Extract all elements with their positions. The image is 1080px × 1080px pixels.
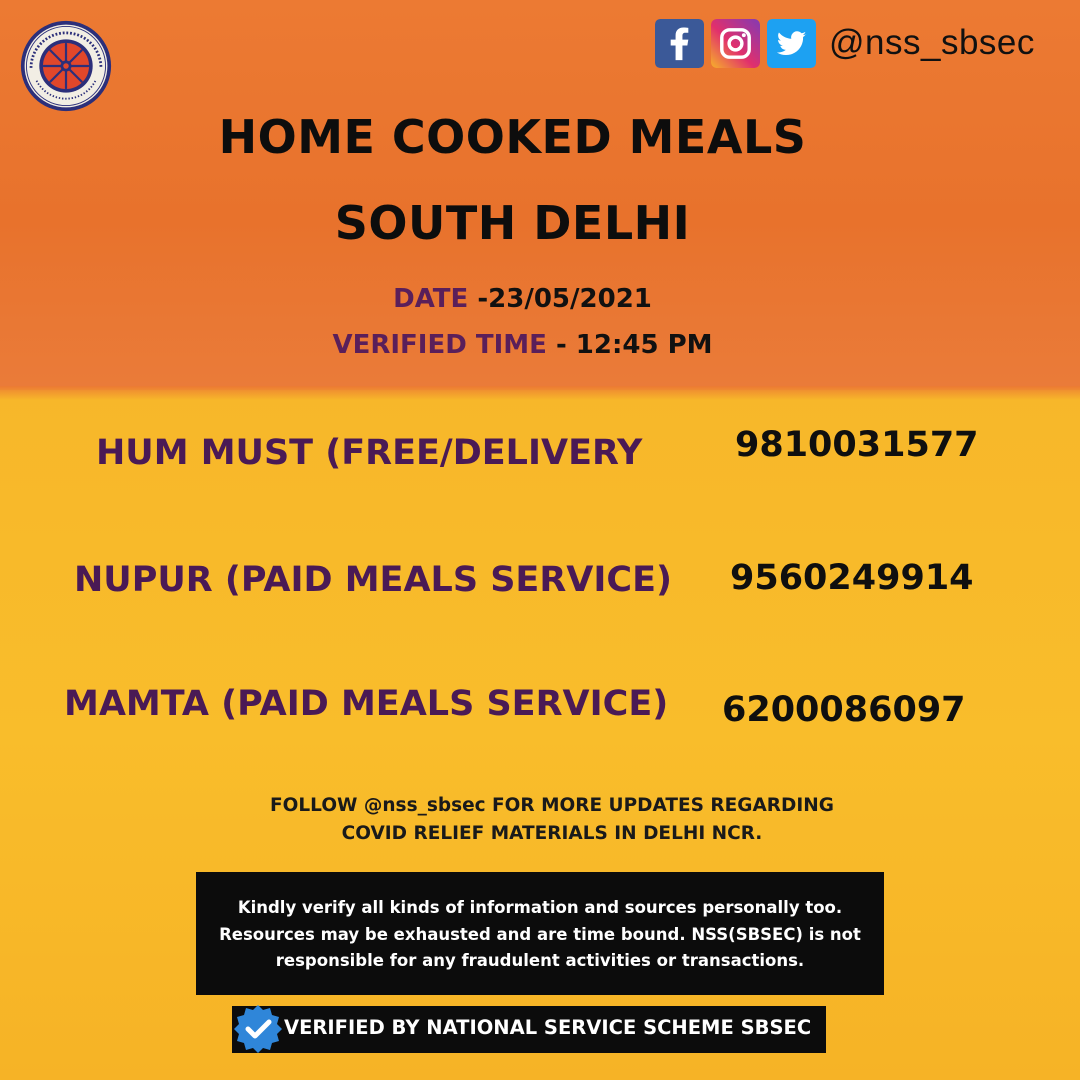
- date-row: [0, 284, 1045, 314]
- page-title-line1: HOME COOKED MEALS: [218, 110, 807, 164]
- service-phone[interactable]: 9560249914: [730, 558, 974, 598]
- disclaimer-line1: Kindly verify all kinds of information and sources personally too.: [237, 898, 843, 917]
- verified-time-row: [0, 330, 1045, 360]
- page-title-line2: SOUTH DELHI: [334, 196, 691, 250]
- background-seam: [0, 386, 1080, 400]
- facebook-icon[interactable]: [655, 19, 704, 68]
- disclaimer-box: [196, 872, 884, 995]
- disclaimer-line3: responsible for any fraudulent activities or transactions.: [275, 951, 805, 970]
- service-phone[interactable]: 9810031577: [735, 425, 979, 465]
- social-row: [655, 19, 1035, 67]
- verified-time-value: - 12:45 PM: [546, 330, 713, 360]
- service-name: MAMTA (PAID MEALS SERVICE): [64, 684, 669, 724]
- service-phone[interactable]: 6200086097: [722, 690, 966, 730]
- social-handle: @nss_sbsec: [829, 23, 1035, 62]
- instagram-icon[interactable]: [711, 19, 760, 68]
- follow-line1: FOLLOW @nss_sbsec FOR MORE UPDATES REGARDING: [270, 795, 834, 816]
- verified-time-label: VERIFIED TIME: [332, 330, 547, 360]
- service-name: NUPUR (PAID MEALS SERVICE): [74, 560, 672, 600]
- follow-line2: COVID RELIEF MATERIALS IN DELHI NCR.: [341, 823, 763, 844]
- date-value: -23/05/2021: [468, 284, 652, 314]
- date-label: DATE: [393, 284, 469, 314]
- service-name: HUM MUST (FREE/DELIVERY: [96, 433, 643, 473]
- verified-badge-icon: [232, 1003, 284, 1055]
- disclaimer-line2: Resources may be exhausted and are time bound. NSS(SBSEC) is not: [219, 924, 861, 944]
- nss-emblem-logo: [20, 20, 112, 112]
- verified-text: VERIFIED BY NATIONAL SERVICE SCHEME SBSEC: [284, 1016, 812, 1039]
- twitter-icon[interactable]: [767, 19, 816, 68]
